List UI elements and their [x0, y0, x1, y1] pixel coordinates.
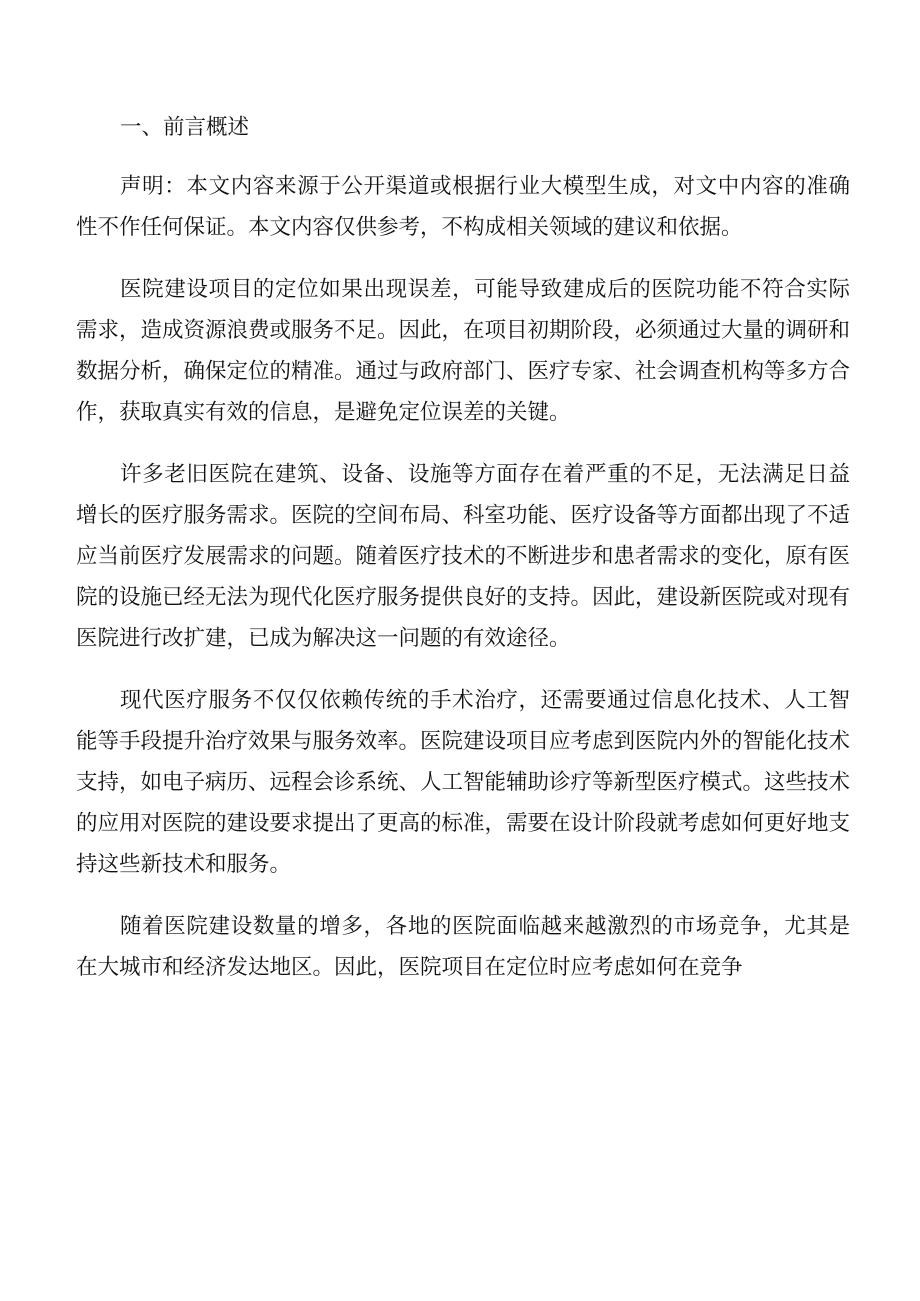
- body-paragraph-smart-technology: 现代医疗服务不仅仅依赖传统的手术治疗，还需要通过信息化技术、人工智能等手段提升治疗效果与服务效率。医院建设项目应考虑到医院内外的智能化技术支持，如电子病历、远程会诊系统、人工智能辅助诊疗等新型医疗模式。这些技术的应用对医院的建设要求提出了更高的标准，需要在设计阶段就考虑如何更好地支持这些新技术和服务。: [76, 688, 851, 877]
- body-paragraph-old-hospitals: 许多老旧医院在建筑、设备、设施等方面存在着严重的不足，无法满足日益增长的医疗服务需求。医院的空间布局、科室功能、医疗设备等方面都出现了不适应当前医疗发展需求的问题。随着医疗技术的不断进步和患者需求的变化，原有医院的设施已经无法为现代化医疗服务提供良好的支持。因此，建设新医院或对现有医院进行改扩建，已成为解决这一问题的有效途径。: [76, 462, 851, 651]
- body-paragraph-competition: 随着医院建设数量的增多，各地的医院面临越来越激烈的市场竞争，尤其是在大城市和经济发达地区。因此，医院项目在定位时应考虑如何在竞争: [76, 914, 850, 980]
- disclaimer-paragraph: 声明：本文内容来源于公开渠道或根据行业大模型生成，对文中内容的准确性不作任何保证。本文内容仅供参考，不构成相关领域的建议和依据。: [76, 174, 850, 240]
- document-body: [76, 107, 850, 1009]
- body-paragraph-positioning: 医院建设项目的定位如果出现误差，可能导致建成后的医院功能不符合实际需求，造成资源浪费或服务不足。因此，在项目初期阶段，必须通过大量的调研和数据分析，确保定位的精准。通过与政府部门、医疗专家、社会调查机构等多方合作，获取真实有效的信息，是避免定位误差的关键。: [76, 277, 851, 425]
- section-heading: 一、前言概述: [120, 115, 250, 140]
